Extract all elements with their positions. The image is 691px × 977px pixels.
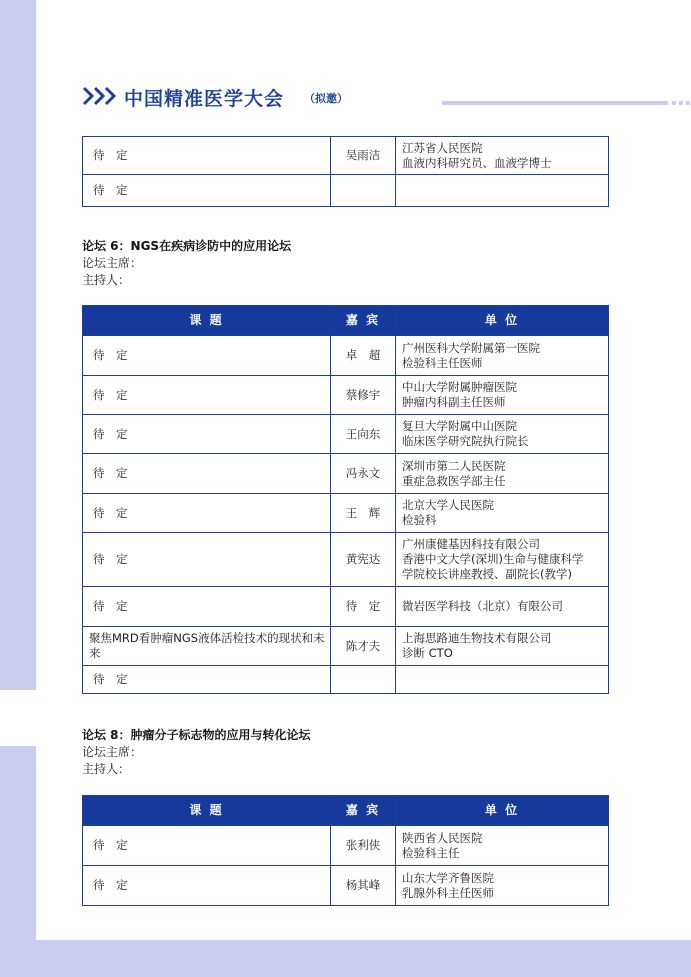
column-header-unit: 单 位 <box>396 796 609 826</box>
topic-cell: 待 定 <box>83 666 331 694</box>
table-row <box>83 336 609 376</box>
unit-cell <box>396 415 609 454</box>
topic-cell: 待 定 <box>83 454 331 494</box>
forum-6-heading-block <box>82 238 291 289</box>
guest-cell: 杨其峰 <box>331 866 396 906</box>
page-title-note: （拟邀） <box>304 92 348 105</box>
topic-cell: 待 定 <box>83 376 331 415</box>
unit-line: 陕西省人民医院 <box>402 830 483 845</box>
unit-line: 诊断 CTO <box>402 646 453 660</box>
header-dot <box>686 101 690 105</box>
unit-line: 中山大学附属肿瘤医院 <box>402 380 517 394</box>
table-row <box>83 137 609 175</box>
unit-line: 北京大学人民医院 <box>402 498 494 512</box>
table-row <box>83 826 609 866</box>
forum-title: 论坛 8：肿瘤分子标志物的应用与转化论坛 <box>82 728 311 742</box>
topic-cell: 待 定 <box>83 533 331 587</box>
guest-cell: 冯永文 <box>331 454 396 494</box>
unit-cell <box>396 175 609 207</box>
unit-line: 学院校长讲座教授、副院长(教学) <box>402 567 572 581</box>
unit-line: 检验科主任 <box>402 845 460 860</box>
table-header-row <box>83 796 609 826</box>
unit-line: 肿瘤内科副主任医师 <box>402 395 506 409</box>
table-row <box>83 666 609 694</box>
topic-cell: 待 定 <box>83 336 331 376</box>
unit-line: 微岩医学科技（北京）有限公司 <box>402 599 563 613</box>
unit-cell <box>396 533 609 587</box>
table-row <box>83 376 609 415</box>
forum-host-label: 主持人： <box>82 762 131 776</box>
unit-line: 血液内科研究员、血液学博士 <box>402 155 552 170</box>
unit-cell <box>396 627 609 666</box>
guest-cell: 陈才夫 <box>331 627 396 666</box>
bottom-decor-band <box>0 940 691 977</box>
guest-cell: 黄宪达 <box>331 533 396 587</box>
unit-line: 山东大学齐鲁医院 <box>402 870 494 885</box>
guest-cell: 蔡修宇 <box>331 376 396 415</box>
table-row <box>83 587 609 627</box>
unit-line: 检验科 <box>402 513 437 527</box>
unit-cell <box>396 376 609 415</box>
unit-cell <box>396 826 609 866</box>
page-title: 中国精准医学大会 <box>124 88 285 110</box>
unit-line: 广州康健基因科技有限公司 <box>402 537 540 551</box>
guest-cell: 卓 超 <box>331 336 396 376</box>
forum-title: 论坛 6：NGS在疾病诊防中的应用论坛 <box>82 239 292 253</box>
page-header <box>82 84 608 110</box>
guest-cell: 张利侠 <box>331 826 396 866</box>
table-header-row <box>83 306 609 336</box>
unit-cell <box>396 137 609 175</box>
header-rule <box>442 101 668 105</box>
forum-host-label: 主持人： <box>82 273 131 287</box>
guest-cell <box>331 666 396 694</box>
table-row <box>83 454 609 494</box>
topic-cell: 待 定 <box>83 494 331 533</box>
unit-cell <box>396 494 609 533</box>
unit-cell <box>396 866 609 906</box>
topic-cell: 待 定 <box>83 866 331 906</box>
unit-line: 香港中文大学(深圳)生命与健康科学 <box>402 552 584 566</box>
column-header-unit: 单 位 <box>396 306 609 336</box>
topic-cell: 聚焦MRD看肿瘤NGS液体活检技术的现状和未来 <box>83 627 331 666</box>
unit-cell <box>396 587 609 627</box>
table-row <box>83 175 609 207</box>
topic-cell: 待 定 <box>83 587 331 627</box>
topic-cell: 待 定 <box>83 415 331 454</box>
topic-cell: 待 定 <box>83 137 331 175</box>
table-row <box>83 415 609 454</box>
table-row <box>83 866 609 906</box>
guest-cell: 待 定 <box>331 587 396 627</box>
guest-cell <box>331 175 396 207</box>
header-dot <box>679 101 683 105</box>
forum-8-schedule-table <box>82 795 609 906</box>
unit-line: 乳腺外科主任医师 <box>402 885 494 900</box>
table-row <box>83 627 609 666</box>
topic-cell: 待 定 <box>83 826 331 866</box>
continued-schedule-table <box>82 136 609 207</box>
unit-line: 检验科主任医师 <box>402 355 483 370</box>
forum-chair-label: 论坛主席： <box>82 256 143 270</box>
column-header-guest: 嘉 宾 <box>331 306 396 336</box>
unit-line: 复旦大学附属中山医院 <box>402 419 517 433</box>
table-row <box>83 533 609 587</box>
topic-cell: 待 定 <box>83 175 331 207</box>
guest-cell: 王 辉 <box>331 494 396 533</box>
unit-line: 江苏省人民医院 <box>402 140 483 155</box>
column-header-topic: 课 题 <box>83 306 331 336</box>
unit-cell <box>396 454 609 494</box>
forum-8-heading-block <box>82 727 311 778</box>
unit-cell <box>396 666 609 694</box>
left-decor-band-top <box>0 0 36 690</box>
forum-6-schedule-table <box>82 305 609 694</box>
unit-cell <box>396 336 609 376</box>
unit-line: 上海思路迪生物技术有限公司 <box>402 631 552 645</box>
table-row <box>83 494 609 533</box>
triple-chevron-icon <box>82 85 116 107</box>
header-dot <box>672 101 676 105</box>
unit-line: 重症急救医学部主任 <box>402 473 506 488</box>
forum-chair-label: 论坛主席： <box>82 745 143 759</box>
unit-line: 广州医科大学附属第一医院 <box>402 340 540 355</box>
unit-line: 深圳市第二人民医院 <box>402 458 506 473</box>
unit-line: 临床医学研究院执行院长 <box>402 434 529 448</box>
guest-cell: 王向东 <box>331 415 396 454</box>
column-header-topic: 课 题 <box>83 796 331 826</box>
guest-cell: 吴雨洁 <box>331 137 396 175</box>
column-header-guest: 嘉 宾 <box>331 796 396 826</box>
